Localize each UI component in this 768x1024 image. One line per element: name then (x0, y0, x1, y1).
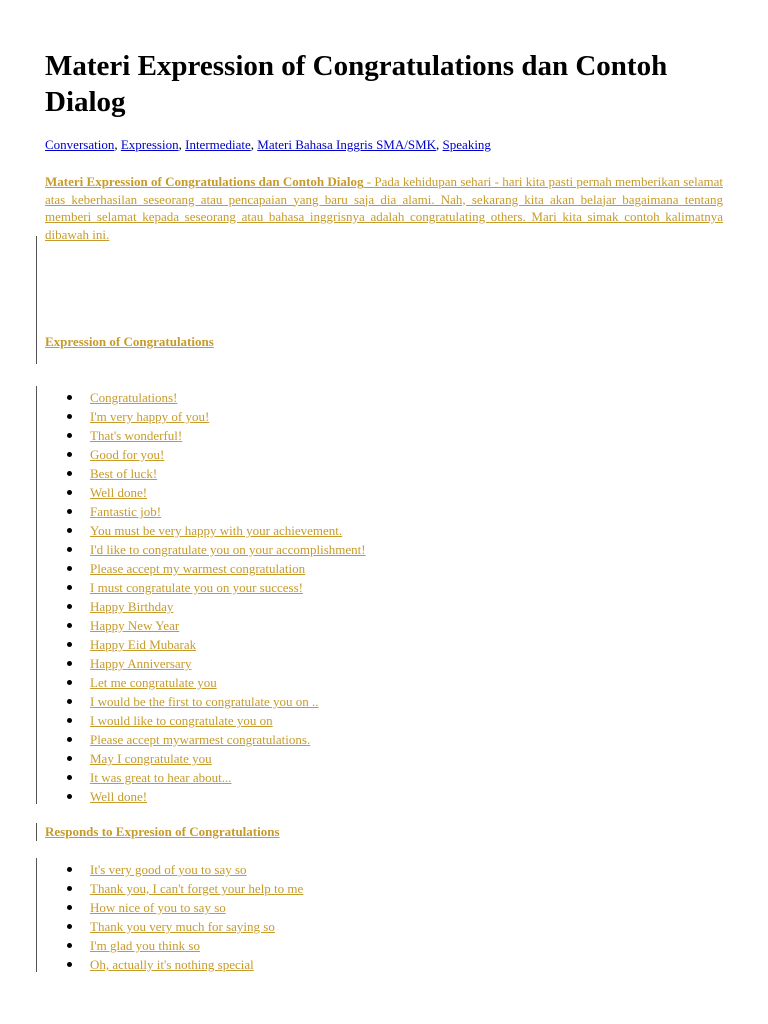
list-item: I would like to congratulate you on (45, 711, 366, 730)
list-item: Happy Eid Mubarak (45, 635, 366, 654)
list-item: Thank you, I can't forget your help to me (45, 879, 303, 898)
list-item: I'm very happy of you! (45, 407, 366, 426)
list-item: I must congratulate you on your success! (45, 578, 366, 597)
list-item: Congratulations! (45, 388, 366, 407)
category-separator: , (436, 137, 443, 152)
list-item: Good for you! (45, 445, 366, 464)
margin-rule-1 (36, 236, 37, 364)
list-item: I'm glad you think so (45, 936, 303, 955)
list-item: Let me congratulate you (45, 673, 366, 692)
category-link-expression[interactable]: Expression (120, 137, 179, 152)
list-item: Oh, actually it's nothing special (45, 955, 303, 974)
category-link-intermediate[interactable]: Intermediate (185, 137, 251, 152)
list-item: I would be the first to congratulate you on .. (45, 692, 366, 711)
list-item: It was great to hear about... (45, 768, 366, 787)
expression-list (45, 388, 366, 806)
category-link-conversation[interactable]: Conversation (45, 137, 115, 152)
page-title: Materi Expression of Congratulations dan Contoh Dialog (45, 50, 668, 118)
list-item: Well done! (45, 483, 366, 502)
response-list (45, 860, 303, 974)
list-item: Thank you very much for saying so (45, 917, 303, 936)
list-item: May I congratulate you (45, 749, 366, 768)
category-separator: , (114, 137, 121, 152)
list-item: I'd like to congratulate you on your accomplishment! (45, 540, 366, 559)
list-item: You must be very happy with your achievement. (45, 521, 366, 540)
list-item: Please accept mywarmest congratulations. (45, 730, 366, 749)
list-item: Happy Anniversary (45, 654, 366, 673)
list-item: Fantastic job! (45, 502, 366, 521)
category-separator: , (250, 137, 258, 152)
section-heading-expressions: Expression of Congratulations (45, 334, 214, 349)
list-item: How nice of you to say so (45, 898, 303, 917)
intro-bold-title: Materi Expression of Congratulations dan Contoh Dialog (45, 174, 364, 189)
category-links (45, 137, 491, 153)
intro-text: - Pada kehidupan sehari - hari kita pasti pernah memberikan selamat atas keberhasilan seseorang atau pencapaian yang baru saja dia alami. Nah, sekarang kita akan belajar bagaimana tentang memberi selamat kepada seseorang atau bahasa inggrisnya adalah congratulating others. Mari kita simak contoh kalimatnya dibawah ini. (45, 174, 723, 242)
margin-rule-3 (36, 823, 37, 841)
list-item: It's very good of you to say so (45, 860, 303, 879)
list-item: Happy Birthday (45, 597, 366, 616)
margin-rule-4 (36, 858, 37, 972)
list-item: Happy New Year (45, 616, 366, 635)
list-item: That's wonderful! (45, 426, 366, 445)
intro-paragraph (45, 173, 723, 243)
section-heading-responses: Responds to Expresion of Congratulations (45, 824, 280, 839)
list-item: Well done! (45, 787, 366, 806)
list-item: Please accept my warmest congratulation (45, 559, 366, 578)
category-separator: , (178, 137, 186, 152)
list-item: Best of luck! (45, 464, 366, 483)
category-link-speaking[interactable]: Speaking (442, 137, 491, 152)
margin-rule-2 (36, 386, 37, 804)
category-link-materi-sma-smk[interactable]: Materi Bahasa Inggris SMA/SMK (257, 137, 437, 152)
